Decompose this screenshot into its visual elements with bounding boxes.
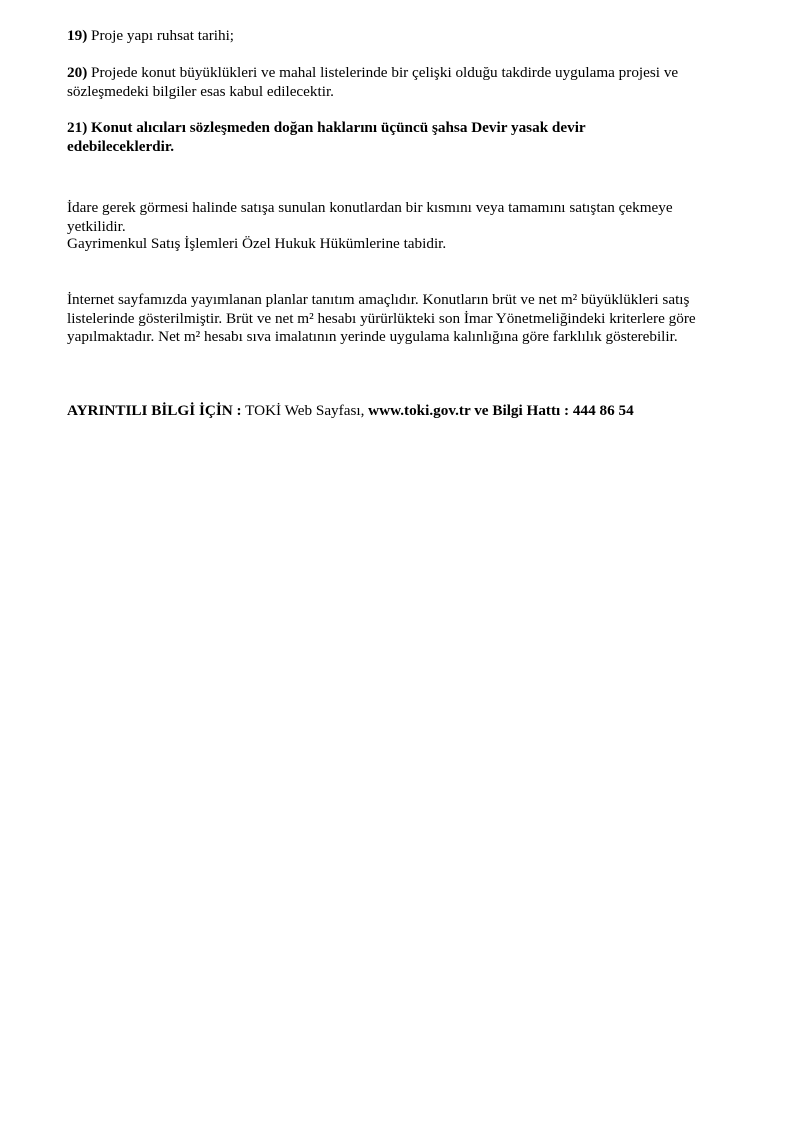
item-19-number: 19) [67,27,88,44]
contact-url-phone: www.toki.gov.tr ve Bilgi Hattı : 444 86 54 [368,402,634,419]
item-19-text: Proje yapı ruhsat tarihi; [87,27,235,44]
contact-web-label: TOKİ Web Sayfası, [241,402,369,419]
item-20-number: 20) [67,64,88,81]
contact-heading: AYRINTILI BİLGİ İÇİN : [67,402,242,419]
item-20 [67,64,727,101]
contact-info [67,402,735,421]
item-20-text: Projede konut büyüklükleri ve mahal listelerinde bir çelişki olduğu takdirde uygulama projesi ve sözleşmedeki bilgiler esas kabul edilecektir. [67,64,679,100]
item-21: 21) Konut alıcıları sözleşmeden doğan haklarını üçüncü şahsa Devir yasak devir edebileceklerdir. [67,119,586,155]
plans-notice: İnternet sayfamızda yayımlanan planlar tanıtım amaçlıdır. Konutların brüt ve net m² büyüklükleri satış listelerinde gösterilmiştir. Brüt ve net m² hesabı yürürlükteki son İmar Yönetmeliğindeki kriterlere göre yapılmaktadır. Net m² hesabı sıva imalatının yerinde uygulama kalınlığına göre farklılık gösterebilir. [67,291,696,345]
law-notice: Gayrimenkul Satış İşlemleri Özel Hukuk Hükümlerine tabidir. [67,235,447,252]
withdrawal-notice: İdare gerek görmesi halinde satışa sunulan konutlardan bir kısmını veya tamamını satıştan çekmeye yetkilidir. [67,199,673,235]
item-19 [67,27,234,46]
